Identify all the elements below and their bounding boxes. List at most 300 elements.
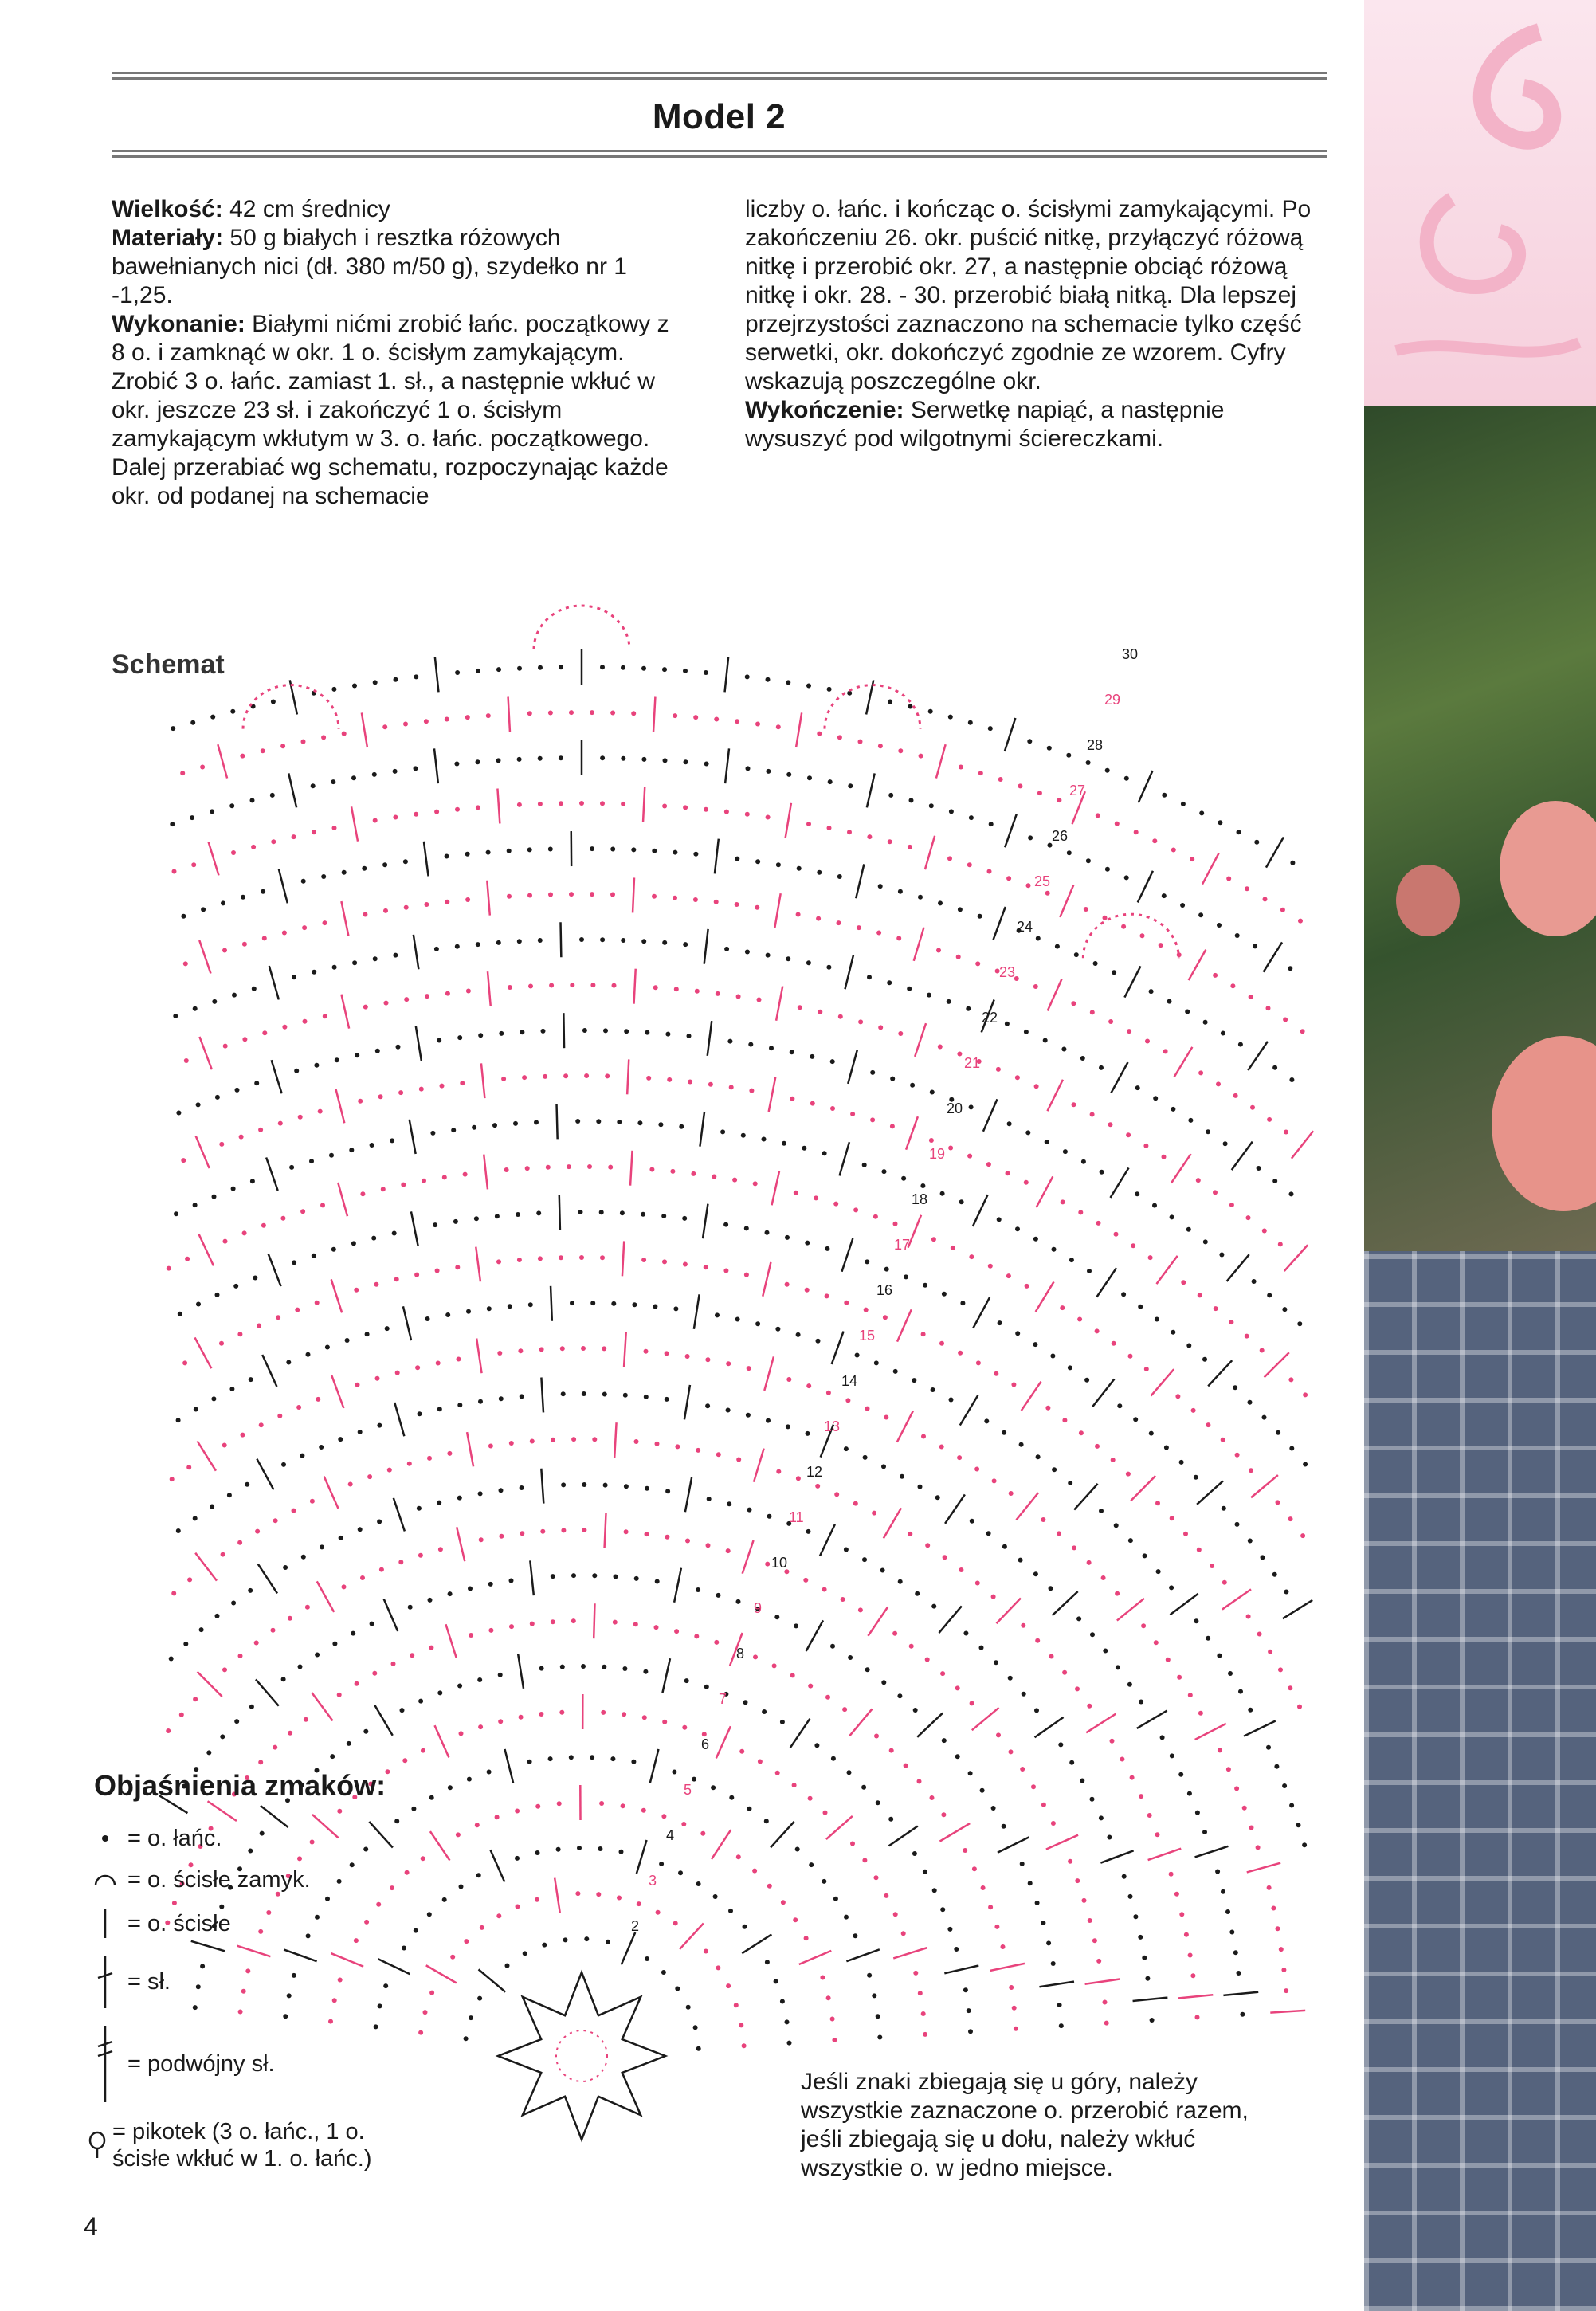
legend-label: = o. ścisłe zamyk.	[127, 1867, 311, 1893]
stitch-mark	[258, 1564, 277, 1594]
chain-dot	[530, 1622, 535, 1626]
chain-dot	[772, 1663, 777, 1668]
chain-dot	[949, 1398, 954, 1403]
chain-dot	[1181, 802, 1186, 806]
stitch-mark	[1092, 1379, 1114, 1407]
chain-dot	[834, 1492, 839, 1497]
chain-dot	[1248, 1708, 1253, 1713]
chain-dot	[872, 1511, 876, 1516]
single-crochet-bar-icon	[88, 1908, 123, 1940]
chain-dot	[857, 925, 861, 930]
chain-dot	[559, 755, 563, 760]
chain-dot	[785, 1282, 790, 1287]
chain-dot	[459, 1731, 464, 1736]
chain-dot	[395, 1371, 400, 1375]
chain-dot	[858, 740, 863, 744]
stitch-mark	[633, 877, 634, 912]
chain-dot	[1074, 952, 1079, 957]
chain-dot	[480, 1925, 484, 1930]
chain-dot	[570, 983, 574, 987]
legend-label: = o. ścisłe	[127, 1911, 231, 1936]
legend	[88, 1825, 406, 2187]
chain-dot	[817, 870, 822, 875]
slip-stitch-arc-icon	[88, 1871, 123, 1889]
chain-dot	[442, 1897, 447, 1902]
chain-dot	[301, 740, 306, 744]
stitch-mark	[771, 1822, 794, 1848]
chain-dot	[298, 1115, 303, 1120]
stitch-mark	[630, 1151, 632, 1186]
chain-dot	[176, 1111, 181, 1116]
chain-dot	[211, 1396, 216, 1401]
chain-dot-icon	[88, 1830, 123, 1846]
chain-dot	[1055, 944, 1060, 949]
chain-dot	[619, 1850, 624, 1854]
chain-dot	[240, 754, 245, 759]
chain-dot	[646, 1076, 651, 1081]
chain-dot	[571, 1573, 576, 1578]
stitch-mark	[1248, 1042, 1268, 1070]
stitch-mark	[198, 1234, 214, 1265]
chain-dot	[634, 1439, 639, 1444]
chain-dot	[581, 1346, 586, 1351]
chain-dot	[577, 1846, 582, 1850]
chain-dot	[237, 1332, 242, 1336]
stitch-mark	[742, 1934, 771, 1953]
stitch-mark	[490, 1850, 504, 1881]
chain-dot	[675, 1987, 680, 1991]
chain-dot	[909, 798, 914, 802]
chain-dot	[901, 1176, 906, 1181]
chain-dot	[641, 1808, 646, 1813]
chain-dot	[1071, 1001, 1076, 1006]
stitch-mark	[939, 1823, 970, 1842]
chain-dot	[398, 1090, 403, 1095]
stitch-mark	[990, 1964, 1025, 1971]
chain-dot	[1024, 1030, 1029, 1034]
chain-dot	[1081, 1159, 1086, 1164]
chain-dot	[874, 1360, 879, 1365]
chain-dot	[623, 1393, 628, 1398]
chain-dot	[776, 724, 781, 729]
chain-dot	[662, 940, 667, 945]
chain-dot	[300, 1209, 305, 1214]
chain-dot	[610, 711, 615, 716]
chain-dot	[273, 1518, 278, 1523]
chain-dot	[652, 894, 657, 899]
chain-dot	[193, 1006, 198, 1011]
stitch-mark	[1195, 1724, 1226, 1740]
chain-dot	[621, 802, 625, 806]
chain-dot	[301, 1555, 306, 1560]
chain-dot	[923, 1870, 927, 1874]
stitch-mark	[1124, 966, 1140, 997]
chain-dot	[1047, 746, 1052, 751]
stitch-mark	[712, 1830, 731, 1859]
chain-dot	[1001, 1944, 1006, 1949]
stitch-mark	[481, 1063, 484, 1098]
chain-dot	[414, 674, 418, 679]
chain-dot	[378, 1094, 383, 1099]
chain-dot	[569, 710, 574, 715]
chain-dot	[1234, 1786, 1239, 1791]
chain-dot	[1164, 1446, 1169, 1450]
chain-dot	[221, 900, 225, 905]
legend-item-slip-stitch	[88, 1866, 406, 1893]
stitch-mark	[1197, 1481, 1223, 1504]
chain-dot	[1242, 1806, 1247, 1811]
chain-dot	[517, 802, 522, 807]
chain-dot	[414, 812, 418, 817]
chain-dot	[1124, 875, 1129, 880]
chain-dot	[321, 874, 326, 879]
chain-dot	[1198, 912, 1203, 917]
chain-dot	[755, 722, 760, 727]
stitch-mark	[704, 929, 708, 964]
chain-dot	[1051, 1821, 1056, 1826]
chain-dot	[527, 893, 532, 898]
chain-dot	[402, 1758, 407, 1763]
chain-dot	[455, 1265, 460, 1269]
chain-dot	[665, 1489, 670, 1493]
stitch-mark	[317, 1581, 334, 1611]
chain-dot	[1257, 1166, 1261, 1171]
chain-dot	[227, 1493, 232, 1497]
chain-dot	[551, 1619, 555, 1624]
chain-dot	[1257, 1632, 1262, 1637]
chain-dot	[347, 1741, 351, 1746]
chain-dot	[466, 989, 471, 994]
round-number: 10	[771, 1555, 788, 1571]
chain-dot	[1076, 1616, 1081, 1621]
chain-dot	[463, 1172, 468, 1177]
chain-dot	[1050, 1354, 1055, 1359]
chain-dot	[455, 944, 460, 949]
stitch-mark	[445, 1624, 456, 1658]
round-number: 23	[999, 964, 1016, 980]
chain-dot	[1179, 1460, 1184, 1465]
chain-dot	[693, 852, 698, 857]
chain-dot	[590, 983, 595, 987]
chain-dot	[683, 1262, 688, 1267]
chain-dot	[241, 1433, 245, 1438]
chain-dot	[870, 1070, 875, 1075]
chain-dot	[538, 802, 543, 806]
stitch-mark	[269, 966, 279, 999]
chain-dot	[951, 1246, 955, 1250]
chain-dot	[1028, 1881, 1033, 1885]
chain-dot	[325, 1345, 330, 1350]
chain-dot	[517, 666, 522, 671]
chain-dot	[1049, 1654, 1054, 1659]
chain-dot	[363, 912, 367, 917]
chain-dot	[292, 1260, 296, 1265]
chain-dot	[176, 1528, 181, 1533]
chain-dot	[425, 1316, 430, 1321]
chain-dot	[673, 850, 677, 855]
chain-dot	[1121, 924, 1126, 929]
chain-dot	[300, 1454, 304, 1458]
chain-dot	[394, 1277, 399, 1281]
chain-dot	[994, 1925, 999, 1929]
chain-dot	[1279, 1947, 1284, 1952]
chain-dot	[487, 1306, 492, 1311]
chain-dot	[1126, 1472, 1131, 1477]
chain-dot	[1263, 897, 1268, 901]
legend-item-picot	[88, 2118, 406, 2172]
stitch-mark	[725, 748, 729, 783]
chain-dot	[826, 1995, 831, 2000]
stitch-mark	[394, 1403, 404, 1436]
chain-dot	[516, 1212, 520, 1217]
chain-dot	[803, 1578, 808, 1583]
stitch-mark	[662, 1658, 670, 1693]
chain-dot	[498, 1719, 503, 1724]
chain-dot	[429, 1991, 434, 1995]
chain-dot	[535, 1897, 539, 1902]
chain-dot	[534, 1120, 539, 1124]
chain-dot	[986, 1162, 991, 1167]
stitch-mark	[1100, 1850, 1133, 1862]
chain-dot	[239, 1135, 244, 1140]
chain-dot	[1179, 1912, 1184, 1917]
chain-dot	[736, 1599, 741, 1604]
chain-dot	[507, 894, 512, 899]
chain-dot	[464, 2036, 469, 2041]
stitch-mark	[939, 1606, 961, 1633]
stitch-mark	[799, 1951, 832, 1964]
chain-dot	[1267, 1293, 1272, 1297]
chain-dot	[880, 1568, 885, 1573]
stitch-mark	[769, 1077, 776, 1112]
stitch-mark	[826, 1816, 853, 1839]
chain-dot	[844, 1548, 849, 1552]
chain-dot	[1188, 1118, 1193, 1123]
chain-dot	[1206, 1636, 1210, 1641]
chain-dot	[726, 1548, 731, 1553]
swirl-ornament-icon	[1364, 0, 1596, 406]
chain-dot	[312, 1254, 316, 1258]
chain-dot	[620, 1210, 625, 1215]
chain-dot	[1031, 1784, 1036, 1789]
finishing-label: Wykończenie:	[745, 397, 904, 423]
chain-dot	[1108, 1122, 1113, 1127]
chain-dot	[997, 1217, 1002, 1222]
chain-dot	[560, 1346, 565, 1351]
chain-dot	[818, 1010, 822, 1014]
round-number: 20	[947, 1101, 963, 1116]
stitch-mark	[288, 773, 296, 807]
chain-dot	[942, 1738, 947, 1743]
chain-dot	[1107, 1835, 1112, 1840]
stitch-mark	[1170, 1594, 1198, 1615]
chain-dot	[315, 1653, 320, 1658]
stitch-mark	[1223, 1992, 1258, 1995]
chain-dot	[445, 717, 449, 722]
chain-dot	[539, 1347, 544, 1352]
chain-dot	[1138, 1935, 1143, 1940]
chain-dot	[391, 1662, 396, 1666]
chain-dot	[861, 1785, 866, 1790]
chain-dot	[301, 879, 306, 884]
chain-dot	[904, 1764, 908, 1768]
chain-dot	[898, 889, 903, 894]
chain-dot	[743, 1700, 748, 1705]
chain-dot	[682, 1725, 687, 1730]
chain-dot	[667, 1077, 672, 1082]
chain-dot	[288, 1616, 292, 1621]
page-title: Model 2	[652, 97, 786, 136]
chain-dot	[927, 993, 931, 998]
chain-dot	[1300, 1029, 1305, 1034]
chain-dot	[429, 1795, 434, 1800]
stitch-mark	[261, 1806, 288, 1827]
chain-dot	[403, 722, 408, 727]
chain-dot	[191, 862, 196, 867]
stitch-mark	[424, 842, 429, 877]
chain-dot	[1222, 1506, 1226, 1511]
chain-dot	[847, 830, 852, 834]
chain-dot	[248, 1588, 253, 1593]
chain-dot	[454, 762, 459, 767]
round-number: 27	[1069, 783, 1086, 798]
chain-dot	[853, 1933, 857, 1938]
chain-dot	[1105, 867, 1110, 872]
chain-dot	[1288, 1377, 1293, 1382]
chain-dot	[969, 815, 974, 820]
stitch-mark	[1117, 1599, 1144, 1621]
chain-dot	[348, 1482, 353, 1487]
chain-dot	[825, 1695, 830, 1700]
stitch-mark	[994, 907, 1006, 940]
chain-dot	[1057, 798, 1061, 802]
chain-dot	[365, 1332, 370, 1336]
rose-icon	[1364, 406, 1596, 1251]
chain-dot	[373, 818, 378, 823]
chain-dot	[210, 1505, 214, 1509]
chain-dot	[1061, 1047, 1066, 1052]
chain-dot	[1167, 999, 1172, 1004]
chain-dot	[898, 1031, 903, 1036]
chain-dot	[679, 1124, 684, 1129]
chain-dot	[876, 1800, 880, 1805]
chain-dot	[507, 849, 512, 853]
chain-dot	[1163, 1049, 1168, 1053]
chain-dot	[641, 666, 646, 671]
chain-dot	[603, 1028, 608, 1033]
chain-dot	[786, 956, 790, 961]
chain-dot	[445, 900, 449, 904]
chain-dot	[909, 1644, 914, 1649]
chain-dot	[222, 948, 227, 953]
stitch-mark	[674, 1568, 681, 1603]
chain-dot	[976, 1360, 981, 1365]
page-number: 4	[84, 2212, 98, 2241]
chain-dot	[363, 1005, 368, 1010]
chain-dot	[631, 847, 636, 852]
chain-dot	[1175, 1394, 1180, 1399]
chain-dot	[339, 1536, 343, 1540]
stitch-mark	[414, 935, 419, 970]
stitch-mark	[1247, 1863, 1280, 1873]
stitch-mark	[209, 842, 219, 875]
legend-item-double-crochet	[88, 1954, 406, 2010]
chain-dot	[1012, 2006, 1017, 2011]
chain-dot	[394, 1819, 399, 1823]
chain-dot	[844, 1446, 849, 1451]
chain-dot	[942, 1292, 947, 1297]
stitch-mark	[915, 1023, 926, 1057]
execution-label: Wykonanie:	[112, 311, 245, 337]
chain-dot	[622, 1712, 626, 1717]
chain-dot	[1037, 791, 1042, 795]
chain-dot	[939, 1445, 944, 1450]
chain-dot	[967, 862, 972, 867]
chain-dot	[230, 709, 235, 714]
chain-dot	[360, 1191, 365, 1196]
chain-dot	[720, 1129, 725, 1134]
chain-dot	[1080, 1779, 1084, 1783]
chain-dot	[921, 1434, 926, 1439]
chain-dot	[418, 1699, 423, 1704]
chain-dot	[457, 1684, 462, 1689]
chain-dot	[972, 1866, 977, 1871]
chain-dot	[991, 1595, 996, 1599]
chain-dot	[665, 1032, 670, 1037]
stitch-mark	[218, 744, 227, 778]
chain-dot	[488, 1582, 493, 1587]
chain-dot	[655, 1579, 660, 1584]
stitch-mark	[960, 1395, 978, 1426]
chain-dot	[1235, 1522, 1240, 1527]
chain-dot	[1063, 1149, 1068, 1154]
chain-dot	[888, 839, 892, 844]
chain-dot	[563, 1073, 568, 1078]
stitch-mark	[936, 744, 946, 778]
stitch-mark	[637, 1840, 647, 1874]
chain-dot	[931, 1604, 936, 1609]
round-number: 13	[824, 1418, 841, 1434]
chain-dot	[1148, 1255, 1153, 1260]
scallop-edge	[243, 685, 339, 729]
chain-dot	[910, 1083, 915, 1088]
stitch-mark	[776, 986, 782, 1020]
chain-dot	[190, 720, 195, 725]
stitch-mark	[208, 1801, 237, 1821]
chain-dot	[708, 1082, 713, 1087]
chain-dot	[766, 815, 771, 820]
chain-dot	[519, 1715, 524, 1720]
chain-dot	[551, 1438, 555, 1442]
chain-dot	[683, 805, 688, 810]
chain-dot	[377, 1520, 382, 1524]
chain-dot	[312, 970, 316, 975]
chain-dot	[1058, 1742, 1063, 1747]
chain-dot	[1223, 1141, 1228, 1146]
chain-dot	[850, 1842, 855, 1846]
chain-dot	[1288, 966, 1292, 971]
round-number: 18	[912, 1191, 928, 1207]
chain-dot	[318, 1109, 323, 1114]
chain-dot	[739, 1749, 744, 1754]
stitch-mark	[257, 1459, 273, 1490]
chain-dot	[1303, 1462, 1308, 1467]
chain-dot	[592, 1437, 597, 1442]
chain-dot	[1281, 1968, 1286, 1972]
stitch-mark	[888, 1826, 917, 1846]
chain-dot	[867, 1973, 872, 1978]
chain-dot	[222, 1667, 227, 1672]
